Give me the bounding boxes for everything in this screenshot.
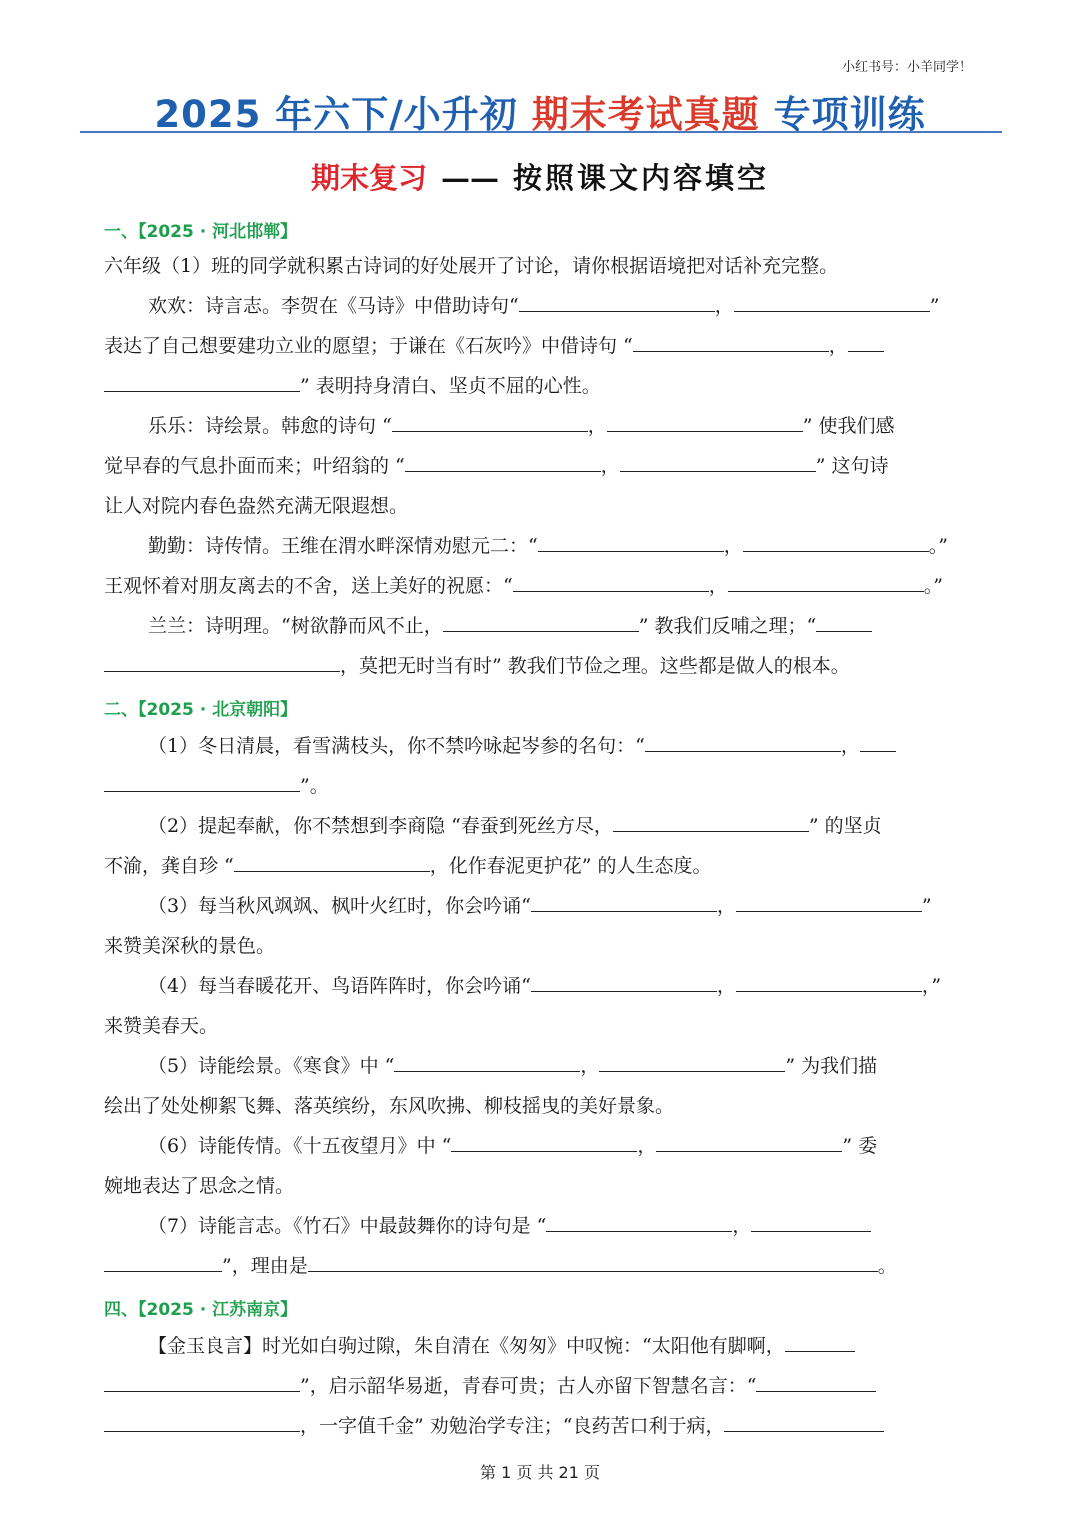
line-text: 兰兰：诗明理。“树欲静而风不止， bbox=[148, 615, 443, 637]
page-subtitle bbox=[0, 156, 1080, 197]
line-text: 王观怀着对朋友离去的不舍，送上美好的祝愿：“ bbox=[104, 575, 513, 597]
answer-blank[interactable] bbox=[734, 287, 930, 312]
line-text: ， bbox=[580, 1055, 600, 1077]
answer-blank[interactable] bbox=[405, 447, 601, 472]
line-text: 乐乐：诗绘景。韩愈的诗句 “ bbox=[148, 415, 392, 437]
text-line bbox=[148, 886, 978, 926]
answer-blank[interactable] bbox=[736, 887, 922, 912]
answer-blank[interactable] bbox=[104, 1247, 222, 1272]
text-line bbox=[148, 1046, 978, 1086]
line-text: 欢欢：诗言志。李贺在《马诗》中借助诗句“ bbox=[148, 295, 519, 317]
answer-blank[interactable] bbox=[443, 607, 639, 632]
title-part-3: 专项训练 bbox=[773, 93, 926, 136]
title-divider bbox=[80, 131, 1002, 133]
line-text: ”。 bbox=[300, 775, 329, 797]
line-text: ”，理由是 bbox=[222, 1255, 308, 1277]
title-part-2: 期末考试真题 bbox=[531, 93, 760, 136]
answer-blank[interactable] bbox=[104, 767, 300, 792]
line-text: 来赞美深秋的景色。 bbox=[104, 935, 276, 957]
text-line bbox=[104, 446, 978, 486]
line-text: ， bbox=[716, 975, 736, 997]
page-number: 第 1 页 共 21 页 bbox=[480, 1463, 600, 1482]
answer-blank[interactable] bbox=[104, 1407, 300, 1432]
text-line bbox=[104, 1406, 978, 1446]
text-line bbox=[104, 366, 978, 406]
line-text: ， bbox=[732, 1215, 752, 1237]
answer-blank[interactable] bbox=[848, 327, 884, 352]
line-text: 觉早春的气息扑面而来；叶绍翁的 “ bbox=[104, 455, 405, 477]
line-text: ，莫把无时当有时” 教我们节俭之理。这些都是做人的根本。 bbox=[340, 655, 850, 677]
text-line bbox=[104, 766, 978, 806]
line-text: （7）诗能言志。《竹石》中最鼓舞你的诗句是 “ bbox=[148, 1215, 547, 1237]
line-text: （2）提起奉献，你不禁想到李商隐 “春蚕到死丝方尽， bbox=[148, 815, 613, 837]
answer-blank[interactable] bbox=[104, 647, 340, 672]
line-text: ， bbox=[828, 335, 848, 357]
text-line bbox=[104, 246, 978, 286]
line-text: 绘出了处处柳絮飞舞、落英缤纷，东风吹拂、柳枝摇曳的美好景象。 bbox=[104, 1095, 675, 1117]
answer-blank[interactable] bbox=[756, 1367, 876, 1392]
text-line bbox=[148, 1326, 978, 1366]
line-text: ， bbox=[637, 1135, 657, 1157]
text-line bbox=[104, 326, 978, 366]
text-line bbox=[104, 1006, 978, 1046]
text-line bbox=[104, 846, 978, 886]
line-text: ，一字值千金” 劝勉治学专注；“良药苦口利于病， bbox=[300, 1415, 725, 1437]
text-line bbox=[148, 1126, 978, 1166]
title-part-1: 2025 年六下/小升初 bbox=[154, 93, 518, 136]
answer-blank[interactable] bbox=[308, 1247, 878, 1272]
line-text: 不渝，龚自珍 “ bbox=[104, 855, 234, 877]
answer-blank[interactable] bbox=[519, 287, 715, 312]
answer-blank[interactable] bbox=[392, 407, 588, 432]
line-text: 来赞美春天。 bbox=[104, 1015, 219, 1037]
answer-blank[interactable] bbox=[531, 967, 717, 992]
line-text: ” 为我们描 bbox=[785, 1055, 878, 1077]
line-text: ”，启示韶华易逝，青春可贵；古人亦留下智慧名言：“ bbox=[300, 1375, 757, 1397]
line-text: 六年级（1）班的同学就积累古诗词的好处展开了讨论，请你根据语境把对话补充完整。 bbox=[104, 255, 839, 277]
text-line bbox=[148, 806, 978, 846]
line-text: （6）诗能传情。《十五夜望月》中 “ bbox=[148, 1135, 452, 1157]
text-line bbox=[104, 1086, 978, 1126]
answer-blank[interactable] bbox=[513, 567, 709, 592]
line-text: 表达了自己想要建功立业的愿望；于谦在《石灰吟》中借诗句 “ bbox=[104, 335, 633, 357]
line-text: 【金玉良言】时光如白驹过隙，朱自清在《匆匆》中叹惋：“太阳他有脚啊， bbox=[148, 1335, 785, 1357]
subtitle-black: 按照课文内容填空 bbox=[513, 161, 770, 195]
answer-blank[interactable] bbox=[751, 1207, 871, 1232]
answer-blank[interactable] bbox=[816, 607, 872, 632]
answer-blank[interactable] bbox=[743, 527, 929, 552]
line-text: 。” bbox=[928, 535, 948, 557]
text-line bbox=[104, 926, 978, 966]
line-text: 。 bbox=[877, 1255, 897, 1277]
line-text: ， bbox=[708, 575, 728, 597]
watermark: 小红书号：小羊同学！ bbox=[841, 60, 972, 75]
text-line bbox=[104, 1246, 978, 1286]
line-text: ” 委 bbox=[842, 1135, 878, 1157]
line-text: ， bbox=[840, 735, 860, 757]
line-text: 婉地表达了思念之情。 bbox=[104, 1175, 295, 1197]
answer-blank[interactable] bbox=[234, 847, 430, 872]
line-text: （1）冬日清晨，看雪满枝头，你不禁吟咏起岑参的名句：“ bbox=[148, 735, 645, 757]
answer-blank[interactable] bbox=[785, 1327, 855, 1352]
line-text: ，化作春泥更护花” 的人生态度。 bbox=[429, 855, 712, 877]
line-text: 勤勤：诗传情。王维在渭水畔深情劝慰元二：“ bbox=[148, 535, 538, 557]
answer-blank[interactable] bbox=[599, 1047, 785, 1072]
text-line bbox=[148, 526, 978, 566]
line-text: ” 教我们反哺之理；“ bbox=[638, 615, 817, 637]
line-text: ” 这句诗 bbox=[815, 455, 889, 477]
answer-blank[interactable] bbox=[860, 727, 896, 752]
line-text: （5）诗能绘景。《寒食》中 “ bbox=[148, 1055, 395, 1077]
line-text: ， bbox=[723, 535, 743, 557]
line-text: ，” bbox=[921, 975, 942, 997]
answer-blank[interactable] bbox=[736, 967, 922, 992]
page-title bbox=[0, 84, 1080, 138]
text-line bbox=[104, 566, 978, 606]
line-text: 让人对院内春色盎然充满无限遐想。 bbox=[104, 495, 409, 517]
section-heading-1: 一、【2025 · 河北邯郸】 bbox=[104, 222, 298, 242]
text-line bbox=[148, 606, 978, 646]
line-text: ， bbox=[714, 295, 734, 317]
line-text: ， bbox=[716, 895, 736, 917]
text-line bbox=[104, 1166, 978, 1206]
text-line bbox=[148, 966, 978, 1006]
line-text: ” bbox=[929, 295, 940, 317]
answer-blank[interactable] bbox=[724, 1407, 884, 1432]
answer-blank[interactable] bbox=[607, 407, 803, 432]
line-text: （4）每当春暖花开、鸟语阵阵时，你会吟诵“ bbox=[148, 975, 531, 997]
answer-blank[interactable] bbox=[620, 447, 816, 472]
answer-blank[interactable] bbox=[645, 727, 841, 752]
line-text: ， bbox=[587, 415, 607, 437]
line-text: ， bbox=[600, 455, 620, 477]
text-line bbox=[104, 486, 978, 526]
text-line bbox=[148, 286, 978, 326]
answer-blank[interactable] bbox=[451, 1127, 637, 1152]
text-line bbox=[148, 406, 978, 446]
line-text: ” 表明持身清白、坚贞不屈的心性。 bbox=[300, 375, 601, 397]
answer-blank[interactable] bbox=[613, 807, 809, 832]
answer-blank[interactable] bbox=[538, 527, 724, 552]
answer-blank[interactable] bbox=[104, 367, 300, 392]
text-line bbox=[104, 1366, 978, 1406]
section-heading-2: 二、【2025 · 北京朝阳】 bbox=[104, 700, 298, 720]
answer-blank[interactable] bbox=[104, 1367, 300, 1392]
answer-blank[interactable] bbox=[728, 567, 924, 592]
answer-blank[interactable] bbox=[394, 1047, 580, 1072]
answer-blank[interactable] bbox=[633, 327, 829, 352]
subtitle-red: 期末复习 bbox=[310, 161, 427, 195]
text-line bbox=[104, 646, 978, 686]
line-text: （3）每当秋风飒飒、枫叶火红时，你会吟诵“ bbox=[148, 895, 531, 917]
line-text: 。” bbox=[923, 575, 943, 597]
answer-blank[interactable] bbox=[546, 1207, 732, 1232]
subtitle-dash: —— bbox=[441, 161, 499, 195]
line-text: ” bbox=[921, 895, 932, 917]
section-heading-4: 四、【2025 · 江苏南京】 bbox=[104, 1300, 298, 1320]
answer-blank[interactable] bbox=[656, 1127, 842, 1152]
text-line bbox=[148, 726, 978, 766]
line-text: ” 使我们感 bbox=[802, 415, 895, 437]
line-text: ” 的坚贞 bbox=[808, 815, 882, 837]
answer-blank[interactable] bbox=[531, 887, 717, 912]
text-line bbox=[148, 1206, 978, 1246]
